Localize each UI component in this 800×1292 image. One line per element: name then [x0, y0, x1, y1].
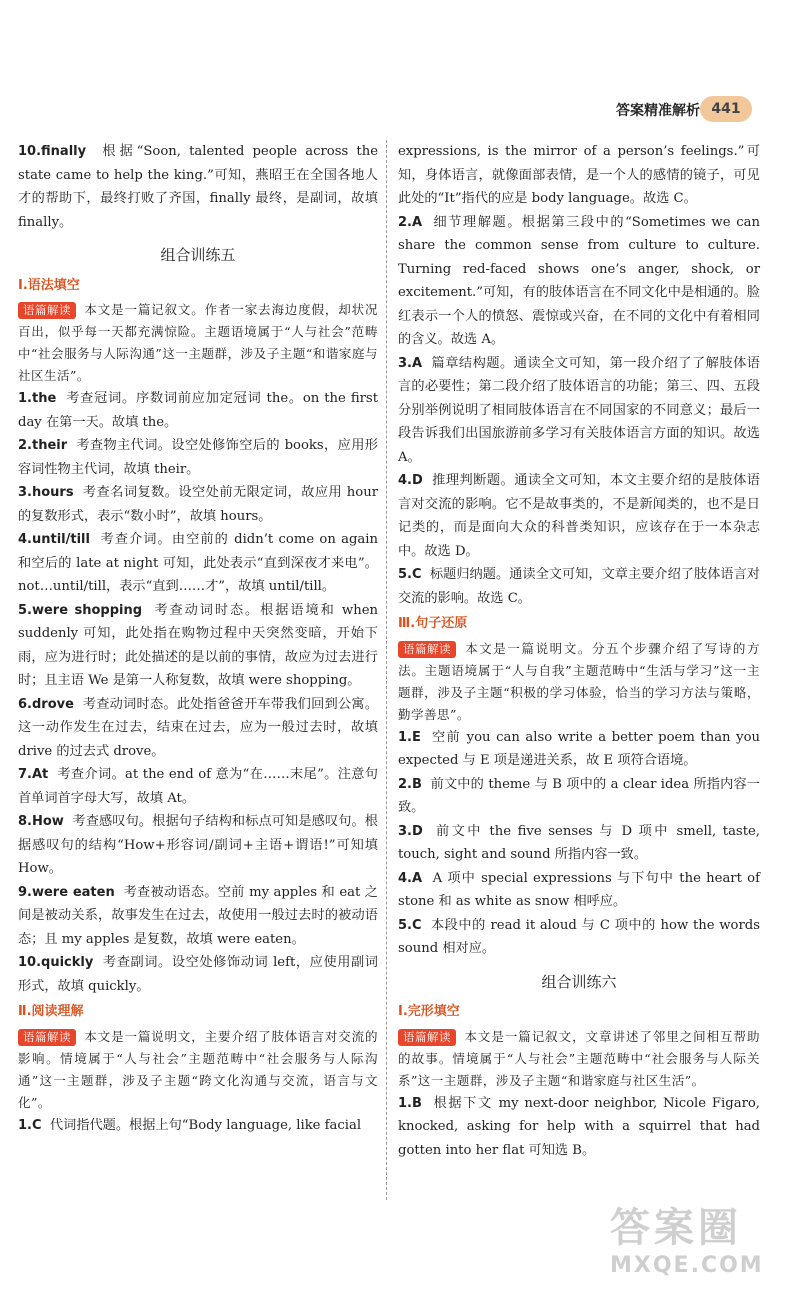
passage-intro: [398, 1026, 760, 1092]
answer-item: [18, 528, 378, 599]
answer-explanation: 根据“Soon, talented people across the state came to help the king.”可知，燕昭王在全国各地人才的帮助下，最终打败了齐国，finally 最终，是副词，故填 finally。: [18, 144, 379, 230]
answer-explanation: 篇章结构题。通读全文可知，第一段介绍了了解肢体语言的必要性；第二段介绍了肢体语言的功能；第三、四、五段分别举例说明了相同肢体语言在不同国家的不同意义；最后一段告诉我们出国旅游前多学习有关肢体语言方面的知识。故选 A。: [398, 355, 760, 465]
part-title: Ⅰ.语法填空: [18, 277, 80, 293]
answer-item: [18, 434, 378, 481]
answer-explanation: 推理判断题。通读全文可知，本文主要介绍的是肢体语言对交流的影响。它不是故事类的，不是新闻类的，也不是日记类的，而是面向大众的科普类知识，应该存在于一本杂志中。故选 D。: [398, 473, 760, 559]
answer-item: [398, 867, 760, 914]
answer-explanation: 空前 you can also write a better poem than you expected 与 E 项是递进关系，故 E 项符合语境。: [398, 729, 760, 768]
answer-explanation: 代词指代题。根据上句“Body language, like facial: [49, 1117, 362, 1133]
answer-key: 1.B: [398, 1095, 422, 1111]
intro-text: 本文是一篇记叙文。作者一家去海边度假，却状况百出，似乎每一天都充满惊险。主题语境属于“人与社会”范畴中“社会服务与人际沟通”这一主题群，涉及子主题“和谐家庭与社区生活”。: [18, 302, 378, 383]
answer-key: 8.How: [18, 814, 64, 829]
answer-explanation: 前文中的 theme 与 B 项中的 a clear idea 所指内容一致。: [398, 776, 760, 815]
part-title: Ⅲ.句子还原: [398, 616, 468, 631]
answer-explanation: 考查动词时态。此处指爸爸开车带我们回到公寓。这一动作发生在过去，结束在过去，应为一般过去时，故填 drive 的过去式 drove。: [18, 696, 379, 759]
answer-key: 4.D: [398, 473, 423, 488]
answer-item: [18, 810, 378, 881]
answer-item: [398, 211, 760, 352]
column-divider: [386, 140, 387, 1200]
answer-explanation: 考查副词。设空处修饰动词 left，应使用副词形式，故填 quickly。: [18, 955, 378, 994]
answer-explanation: A 项中 special expressions 与下句中 the heart of stone 和 as white as snow 相呼应。: [398, 870, 760, 909]
answer-item: [18, 951, 378, 998]
answer-explanation: 考查介词。at the end of 意为“在……末尾”。注意句首单词首字母大写，故填 At。: [18, 767, 378, 806]
answer-key: 2.their: [18, 438, 68, 453]
answer-key: 1.E: [398, 729, 421, 745]
answer-explanation: 根据下文 my next-door neighbor, Nicole Figaro, knocked, asking for help with a squirrel that had gotten into her flat 可知选 B。: [398, 1095, 761, 1158]
answer-explanation: 考查名词复数。设空处前无限定词，故应用 hour 的复数形式，表示“数小时”，故填 hours。: [18, 485, 379, 524]
part-title: Ⅱ.阅读理解: [18, 1004, 84, 1019]
answer-key: 5.C: [398, 917, 422, 933]
answer-item: [398, 726, 760, 773]
answer-key: 3.hours: [18, 485, 74, 500]
intro-text: 本文是一篇记叙文，文章讲述了邻里之间相互帮助的故事。情境属于“人与社会”主题范畴中“社会服务与人际关系”这一主题群，涉及子主题“和谐家庭与社区生活”。: [398, 1028, 760, 1088]
badge-label: 语篇解读: [18, 1029, 76, 1046]
answer-item: [18, 881, 378, 952]
passage-intro: [18, 1026, 378, 1114]
answer-key: 10.quickly: [18, 955, 94, 970]
answer-key: 5.C: [398, 567, 422, 582]
answer-explanation: 考查感叹句。根据句子结构和标点可知是感叹句。根据感叹句的结构“How+形容词/副词+主语+谓语!”可知填 How。: [18, 814, 378, 876]
badge-label: 语篇解读: [398, 641, 456, 658]
answer-item: [18, 693, 378, 764]
answer-explanation: 考查被动语态。空前 my apples 和 eat 之间是被动关系，故事发生在过去，故使用一般过去时的被动语态；且 my apples 是复数，故填 were eaten。: [18, 884, 378, 947]
right-column: [398, 140, 760, 1162]
badge-label: 语篇解读: [398, 1029, 456, 1046]
part-title: Ⅰ.完形填空: [398, 1004, 460, 1019]
answer-key: 2.B: [398, 776, 422, 792]
passage-intro: [398, 638, 760, 726]
section-title: 组合训练六: [541, 972, 617, 991]
answer-key: 9.were eaten: [18, 884, 115, 900]
answer-explanation: 本段中的 read it aloud 与 C 项中的 how the words sound 相对应。: [398, 917, 760, 956]
answer-explanation: 考查冠词。序数词前应加定冠词 the。on the first day 在第一天。故填 the。: [18, 391, 378, 430]
answer-item: [18, 599, 378, 693]
answer-item: [18, 481, 378, 528]
answer-continuation: expressions, is the mirror of a person’s feelings.”可知，身体语言，就像面部表情，是一个人的感情的镜子，可见此处的“It”指代的应是 body language。故选 C。: [398, 144, 760, 206]
answer-explanation: 细节理解题。根据第三段中的“Sometimes we can share the common sense from culture to culture. Turning red-faced shows one’s anger, shock, or excitement.”可知，有的肢体语言在不同文化中是相通的。脸红表示一个人的愤怒、震惊或兴奋，在不同的文化中有着相同的含义。故选 A。: [398, 214, 760, 347]
answer-explanation: 标题归纳题。通读全文可知，文章主要介绍了肢体语言对交流的影响。故选 C。: [398, 567, 760, 606]
header-title: 答案精准解析: [616, 103, 700, 119]
intro-text: 本文是一篇说明文。分五个步骤介绍了写诗的方法。主题语境属于“人与自我”主题范畴中“生活与学习”这一主题群，涉及子主题“积极的学习体验，恰当的学习方法与策略，勤学善思”。: [398, 640, 760, 722]
answer-explanation: 考查动词时态。根据语境和 when suddenly 可知，此处指在购物过程中天突然变暗，开始下雨，应为进行时；此处描述的是以前的事情，故应为过去进行时；且主语 We 是第一人称复数，故填 were shopping。: [18, 602, 378, 688]
answer-item: [398, 352, 760, 470]
answer-explanation: 前文中 the five senses 与 D 项中 smell, taste, touch, sight and sound 所指内容一致。: [398, 823, 760, 862]
answer-key: 3.D: [398, 823, 423, 839]
answer-explanation: 考查物主代词。设空处修饰空后的 books，应用形容词性物主代词，故填 their。: [18, 438, 378, 477]
badge-label: 语篇解读: [18, 302, 76, 319]
answer-explanation: 考查介词。由空前的 didn’t come on again 和空后的 late at night 可知，此处表示“直到深夜才来电”。not…until/till，表示“直到……才”，故填 until/till。: [18, 532, 378, 594]
answer-item: [398, 914, 760, 961]
answer-key: 4.until/till: [18, 532, 90, 547]
answer-item: [398, 773, 760, 820]
answer-key: 3.A: [398, 355, 423, 371]
answer-key: 6.drove: [18, 696, 74, 712]
answer-key: 7.At: [18, 767, 49, 782]
answer-item: [398, 469, 760, 563]
intro-text: 本文是一篇说明文，主要介绍了肢体语言对交流的影响。情境属于“人与社会”主题范畴中“社会服务与人际沟通”这一主题群，涉及子主题“跨文化沟通与交流，语言与文化”。: [18, 1028, 378, 1110]
page-number: 441: [700, 96, 752, 122]
watermark-top: 答案圈: [610, 1205, 742, 1251]
watermark-logo: [610, 1196, 790, 1286]
answer-key: 10.finally: [18, 144, 87, 159]
answer-item: [398, 820, 760, 867]
answer-item: [18, 763, 378, 810]
answer-key: 1.the: [18, 391, 57, 406]
answer-item: [18, 387, 378, 434]
answer-key: 1.C: [18, 1117, 42, 1133]
answer-item: [18, 1114, 378, 1138]
section-title: 组合训练五: [160, 246, 236, 264]
answer-key: 5.were shopping: [18, 602, 143, 618]
answer-key: 4.A: [398, 870, 423, 886]
watermark-bottom: MXQE.COM: [610, 1253, 764, 1278]
answer-item: [18, 140, 378, 234]
answer-key: 2.A: [398, 214, 423, 230]
answer-item: [398, 563, 760, 610]
answer-item: [398, 1092, 760, 1163]
passage-intro: [18, 299, 378, 387]
left-column: [18, 140, 378, 1137]
